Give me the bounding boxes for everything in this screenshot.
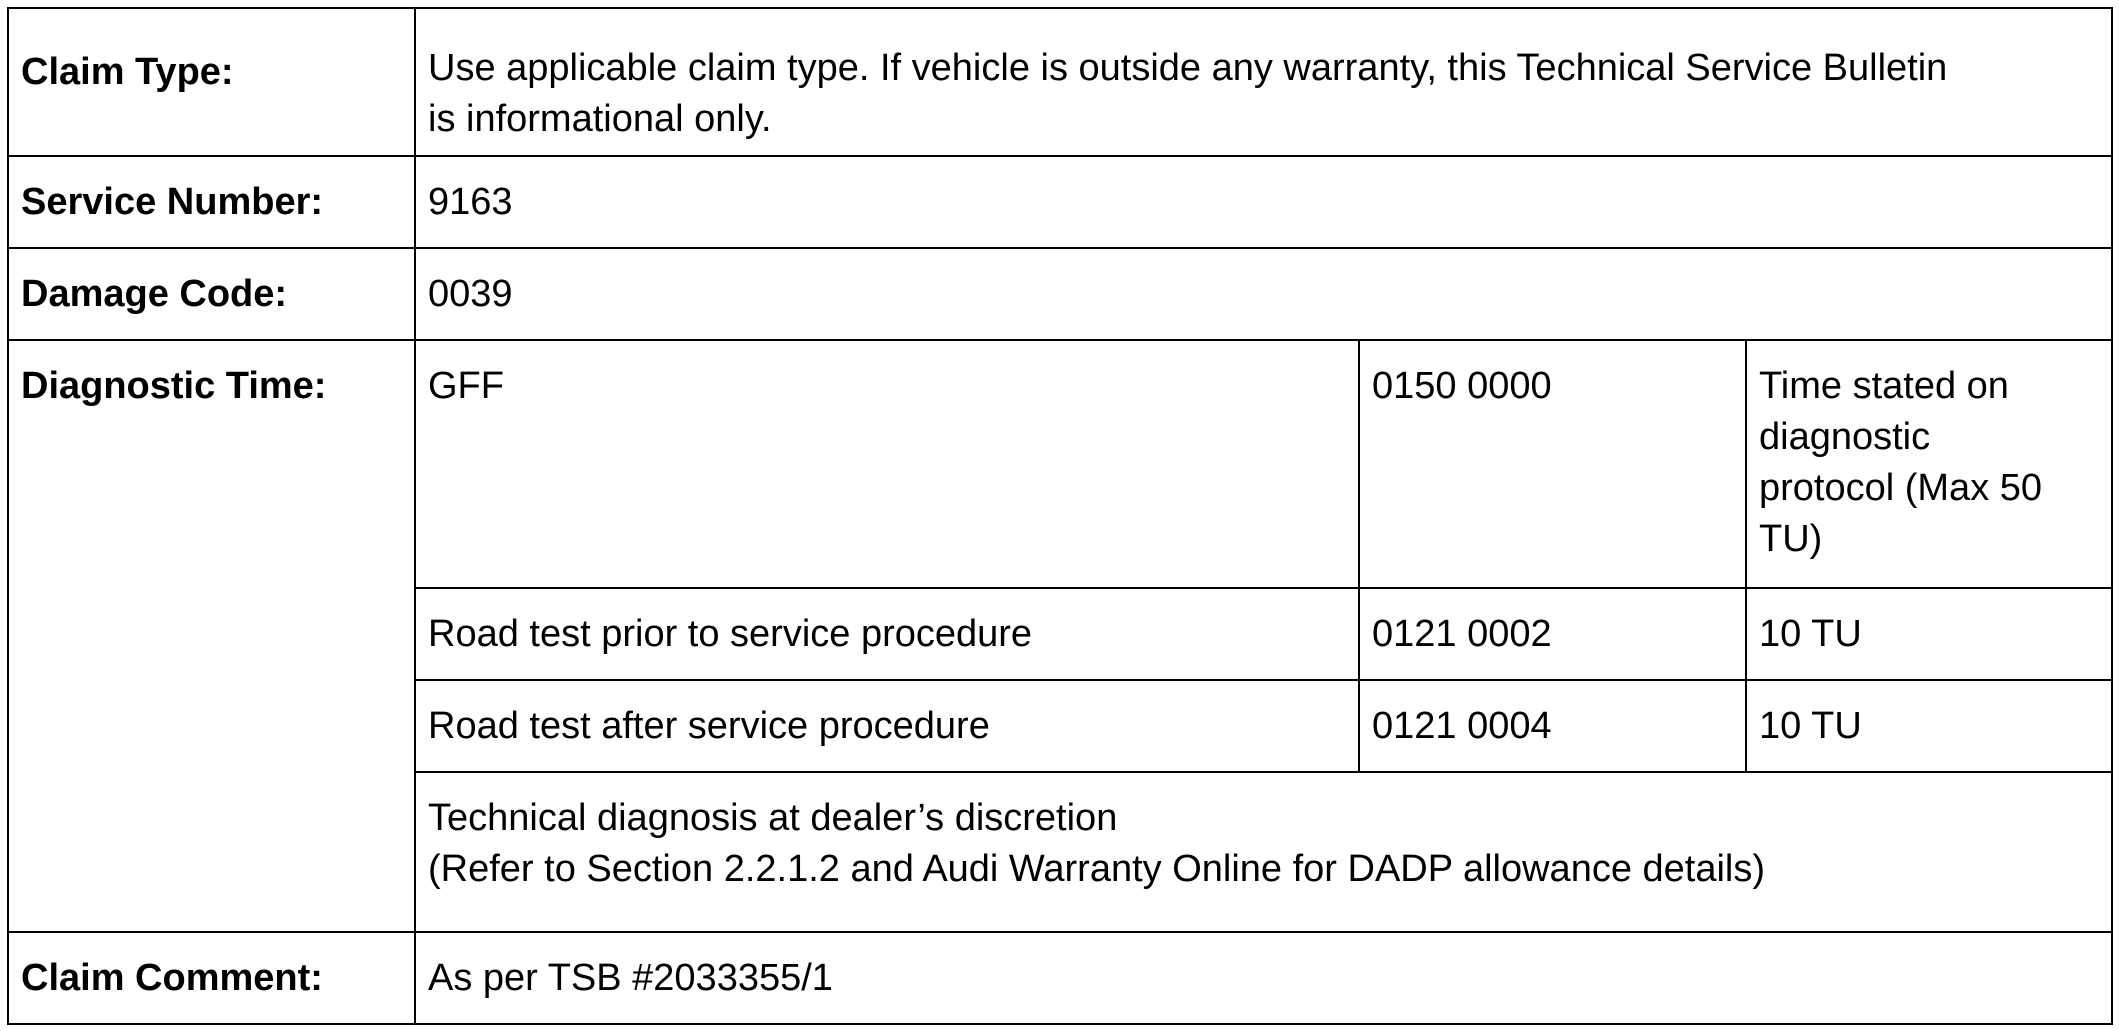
diagnostic-item-time: 10 TU: [1746, 680, 2112, 772]
service-number-label: Service Number:: [8, 156, 415, 248]
warranty-claim-table: [7, 7, 2113, 1025]
claim-type-value-line-2: is informational only.: [428, 98, 772, 140]
service-number-row: [8, 156, 2112, 248]
claim-comment-label: Claim Comment:: [8, 932, 415, 1024]
diagnostic-note-line-2: (Refer to Section 2.2.1.2 and Audi Warranty Online for DADP allowance details): [428, 848, 1766, 890]
damage-code-row: [8, 248, 2112, 340]
diagnostic-item-time-line: Time stated on: [1759, 365, 2009, 407]
claim-type-label: Claim Type:: [8, 8, 415, 156]
diagnostic-item-description: GFF: [415, 340, 1359, 588]
diagnostic-item-time-line: TU): [1759, 518, 1823, 560]
claim-comment-value: As per TSB #2033355/1: [415, 932, 2112, 1024]
diagnostic-item-description: Road test after service procedure: [415, 680, 1359, 772]
claim-type-value: [415, 8, 2112, 156]
diagnostic-item-time: [1746, 340, 2112, 588]
diagnostic-item-description: Road test prior to service procedure: [415, 588, 1359, 680]
diagnostic-item-time-line: diagnostic: [1759, 416, 1931, 458]
diagnostic-item-code: 0121 0002: [1359, 588, 1746, 680]
diagnostic-item-code: 0150 0000: [1359, 340, 1746, 588]
diagnostic-note: [415, 772, 2112, 932]
diagnostic-item-time-line: protocol (Max 50: [1759, 467, 2043, 509]
diagnostic-time-label: Diagnostic Time:: [8, 340, 415, 932]
claim-type-value-line-1: Use applicable claim type. If vehicle is outside any warranty, this Technical Service Bulletin: [428, 47, 1948, 89]
service-number-value: 9163: [415, 156, 2112, 248]
diagnostic-time-row-gff: [8, 340, 2112, 588]
diagnostic-note-line-1: Technical diagnosis at dealer’s discretion: [428, 797, 1118, 839]
diagnostic-item-code: 0121 0004: [1359, 680, 1746, 772]
diagnostic-item-time: 10 TU: [1746, 588, 2112, 680]
claim-type-row: [8, 8, 2112, 156]
damage-code-value: 0039: [415, 248, 2112, 340]
damage-code-label: Damage Code:: [8, 248, 415, 340]
claim-comment-row: [8, 932, 2112, 1024]
